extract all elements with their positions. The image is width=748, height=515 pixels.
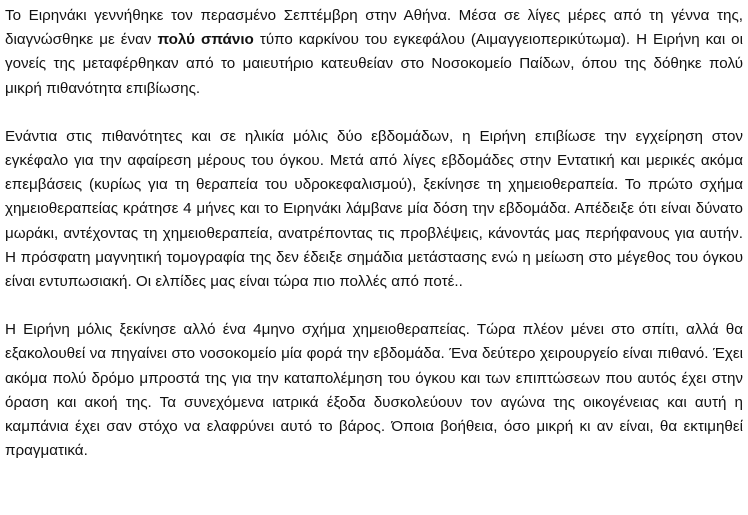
paragraph-treatment: Ενάντια στις πιθανότητες και σε ηλικία μόλις δύο εβδομάδων, η Ειρήνη επιβίωσε την εγχείρηση στον εγκέφαλο για την αφαίρεση μέρους του όγκου. Μετά από λίγες εβδομάδες στην Εντατική και μερικές ακόμα επεμβάσεις (κυρίως για τη θεραπεία του υδροκεφαλισμού), ξεκίνησε τη χημειοθεραπεία. Το πρώτο σχήμα χημειοθεραπείας κράτησε 4 μήνες και το Ειρηνάκι λάμβανε μία δόση την εβδομάδα. Απέδειξε ότι είναι δύνατο μωράκι, αντέχοντας τη χημειοθεραπεία, ανατρέποντας τις προβλέψεις, κάνοντάς μας περήφανους για αυτήν. Η πρόσφατη μαγνητική τομογραφία της δεν έδειξε σημάδια μετάστασης ενώ η μείωση στο μέγεθος του όγκου είναι εντυπωσιακή. Οι ελπίδες μας είναι τώρα πιο πολλές από ποτέ.. bbox=[5, 127, 743, 291]
paragraph-current-status: Η Ειρήνη μόλις ξεκίνησε αλλό ένα 4μηνο σχήμα χημειοθεραπείας. Τώρα πλέον μένει στο σπίτι, αλλά θα εξακολουθεί να πηγαίνει στο νοσοκομείο μία φορά την εβδομάδα. Ένα δεύτερο χειρουργείο είναι πιθανό. Έχει ακόμα πολύ δρόμο μπροστά της για την καταπολέμηση του όγκου και των επιπτώσεων που αυτός έχει στην όραση και ακοή της. Τα συνεχόμενα ιατρικά έξοδα δυσκολεύουν τον αγώνα της οικογένειας και αυτή η καμπάνια έχει σαν στόχο να ελαφρύνει αυτό το βάρος. Όποια βοήθεια, όσο μικρή κι αν είναι, θα εκτιμηθεί πραγματικά. bbox=[5, 321, 743, 460]
paragraph-diagnosis-text-start: Το Ειρηνάκι γεννήθηκε τον περασμένο Σεπτέμβρη στην Αθήνα. Μέσα σε λίγες μέρες από τη γέννα της, διαγνώσθηκε με έναν bbox=[5, 7, 743, 49]
paragraph-diagnosis bbox=[5, 4, 743, 101]
document-body bbox=[5, 4, 743, 463]
emphasis-rare: πολύ σπάνιο bbox=[157, 31, 254, 49]
paragraph-diagnosis-text-end: τύπο καρκίνου του εγκεφάλου (Αιμαγγειοπερικύτωμα). Η Ειρήνη και οι γονείς της μεταφέρθηκαν από το μαιευτήριο κατευθείαν στο Νοσοκομείο Παίδων, όπου της δόθηκε πολύ μικρή πιθανότητα επιβίωσης. bbox=[5, 31, 743, 97]
